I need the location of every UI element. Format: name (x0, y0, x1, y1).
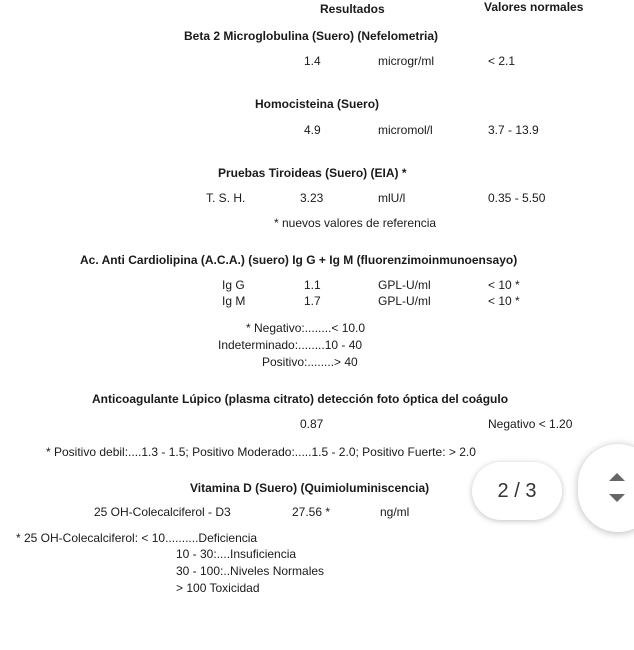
result-unit: micromol/l (378, 123, 433, 137)
scroll-button[interactable] (578, 444, 634, 532)
result-value: 0.87 (300, 417, 324, 431)
result-unit: microgr/ml (378, 54, 434, 68)
result-unit: mlU/l (378, 191, 406, 205)
arrow-down-icon[interactable] (609, 494, 625, 502)
section-title-homocisteina: Homocisteina (Suero) (255, 97, 380, 111)
reference-range: Negativo < 1.20 (488, 417, 573, 431)
reference-note: Indeterminado:........10 - 40 (218, 338, 363, 352)
section-title-lupico: Anticoagulante Lúpico (plasma citrato) detección foto óptica del coágulo (92, 392, 509, 406)
test-label: 25 OH-Colecalciferol - D3 (94, 505, 231, 519)
reference-note: * Positivo debil:....1.3 - 1.5; Positivo Moderado:.....1.5 - 2.0; Positivo Fuerte: > 2.0 (46, 445, 476, 459)
result-unit: ng/ml (380, 505, 410, 519)
reference-note: * 25 OH-Colecalciferol: < 10..........Deficiencia (16, 531, 258, 545)
reference-range: 0.35 - 5.50 (488, 191, 546, 205)
header-resultados: Resultados (320, 2, 385, 16)
section-title-vitd: Vitamina D (Suero) (Quimioluminiscencia) (190, 481, 430, 495)
page-indicator: 2 / 3 (472, 462, 562, 520)
test-label: Ig G (222, 278, 245, 292)
reference-note: Positivo:........> 40 (262, 355, 358, 369)
test-label: Ig M (222, 294, 246, 308)
result-value: 3.23 (300, 191, 324, 205)
arrow-up-icon[interactable] (609, 473, 625, 481)
reference-note: 30 - 100:..Niveles Normales (176, 564, 325, 578)
reference-note: 10 - 30:....Insuficiencia (176, 547, 297, 561)
section-title-aca: Ac. Anti Cardiolipina (A.C.A.) (suero) Ig G + Ig M (fluorenzimoinmunoensayo) (80, 253, 518, 267)
test-label: T. S. H. (206, 191, 246, 205)
result-unit: GPL-U/ml (378, 278, 431, 292)
reference-range: 3.7 - 13.9 (488, 123, 539, 137)
reference-note: * Negativo:........< 10.0 (246, 321, 366, 335)
result-unit: GPL-U/ml (378, 294, 431, 308)
result-value: 27.56 * (292, 505, 331, 519)
result-value: 1.4 (304, 54, 321, 68)
reference-range: < 10 * (488, 278, 520, 292)
reference-range: < 2.1 (488, 54, 516, 68)
section-title-tiroideas: Pruebas Tiroideas (Suero) (EIA) * (218, 166, 407, 180)
header-valores-normales: Valores normales (484, 0, 584, 14)
result-value: 4.9 (304, 123, 321, 137)
section-title-beta2: Beta 2 Microglobulina (Suero) (Nefelometria) (184, 29, 439, 43)
result-value: 1.1 (304, 278, 321, 292)
reference-note: > 100 Toxicidad (176, 581, 260, 595)
reference-range: < 10 * (488, 294, 520, 308)
result-value: 1.7 (304, 294, 321, 308)
reference-note: * nuevos valores de referencia (274, 216, 437, 230)
